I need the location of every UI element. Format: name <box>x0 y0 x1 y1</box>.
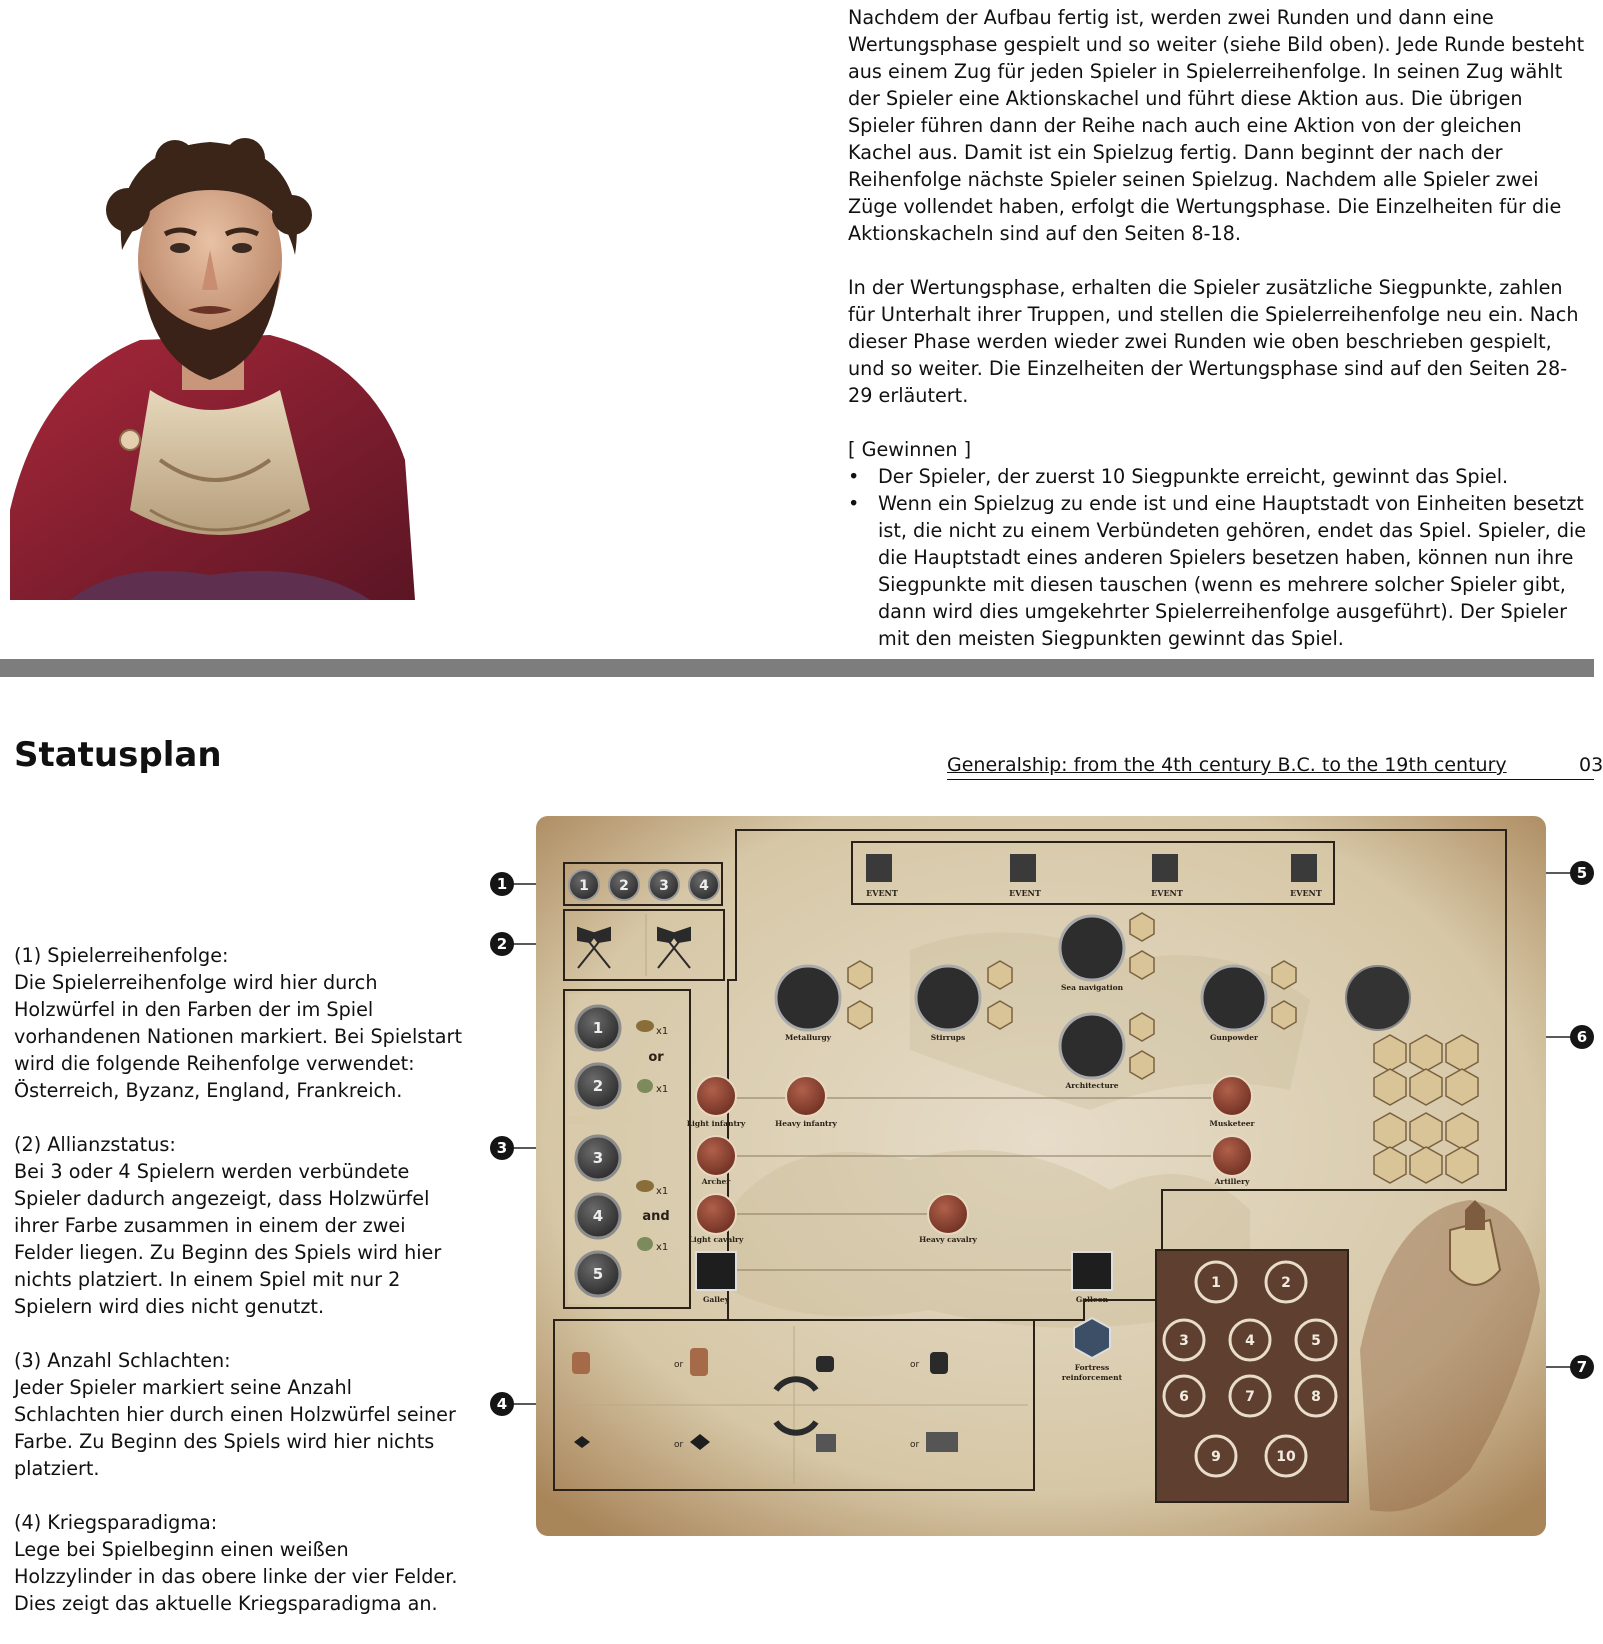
unit-token-icon <box>786 1076 826 1116</box>
unit-token-icon <box>696 1076 736 1116</box>
unit-token-icon <box>696 1136 736 1176</box>
powder-icon <box>1202 966 1266 1030</box>
event-banner-icon <box>1152 854 1178 882</box>
order-number: 3 <box>659 878 669 894</box>
paradigm-or: or <box>910 1360 920 1370</box>
running-header-title: Generalship: from the 4th century B.C. to the 19th century <box>947 754 1507 776</box>
board-explanation <box>14 942 464 1644</box>
vp-number: 8 <box>1311 1389 1321 1405</box>
unit-label: Artillery <box>1214 1177 1250 1186</box>
battle-multiplier: x1 <box>656 1026 669 1037</box>
unit-label: Heavy cavalry <box>919 1235 977 1244</box>
vp-number: 2 <box>1281 1275 1291 1291</box>
battle-and: and <box>642 1209 670 1224</box>
page-divider <box>0 659 1594 677</box>
ship-token-icon <box>1072 1252 1112 1290</box>
ship-token-icon <box>696 1252 736 1290</box>
win-heading: [ Gewinnen ] <box>848 438 972 461</box>
anvil-icon <box>776 966 840 1030</box>
paradigm-or: or <box>674 1440 684 1450</box>
win-bullet: • Der Spieler, der zuerst 10 Siegpunkte erreicht, gewinnt das Spiel. <box>878 463 1588 490</box>
tech-label: Gunpowder <box>1210 1033 1258 1042</box>
fortress-label: Fortress <box>1074 1363 1110 1372</box>
battle-number: 4 <box>592 1207 604 1225</box>
resource-icon <box>637 1079 653 1093</box>
event-label: EVENT <box>1151 888 1183 898</box>
event-banner-icon <box>1010 854 1036 882</box>
section-body: Jeder Spieler markiert seine Anzahl Schlachten hier durch einen Holzwürfel seiner Farbe. Zu Beginn des Spiels wird hier nichts platziert. <box>14 1376 456 1480</box>
unit-label: Galleon <box>1075 1295 1109 1304</box>
battle-number: 5 <box>592 1265 604 1283</box>
intro-text <box>848 4 1588 652</box>
win-list <box>848 463 1588 652</box>
vp-number: 9 <box>1211 1449 1221 1465</box>
callout-label: 4 <box>496 1395 508 1413</box>
win-bullet: • Wenn ein Spielzug zu ende ist und eine Hauptstadt von Einheiten besetzt ist, die nicht zu einem Verbündeten gehören, endet das Spiel. Spieler, die die Hauptstadt eines anderen Spielers besetzen haben, können nun ihre Siegpunkte mit diesen tauschen (wenn es mehrere solcher Spieler gibt, dann wird dies umgekehrter Spielerreihenfolge ausgeführt). Der Spieler mit den meisten Siegpunkten gewinnt das Spiel. <box>878 490 1588 652</box>
section-heading: (4) Kriegsparadigma: <box>14 1511 218 1534</box>
gold-icon <box>636 1020 654 1032</box>
unit-label: Light cavalry <box>688 1235 744 1244</box>
section-body: Bei 3 oder 4 Spielern werden verbündete Spieler dadurch angezeigt, dass Holzwürfel ihrer Farbe zusammen in einem der zwei Felder liegen. Zu Beginn des Spiels wird hier nichts platziert. In einem Spiel mit nur 2 Spielern wird dies nicht genutzt. <box>14 1160 442 1318</box>
unit-token-icon <box>1212 1136 1252 1176</box>
unit-token-icon <box>696 1194 736 1234</box>
vp-number: 5 <box>1311 1333 1321 1349</box>
event-banner-icon <box>866 854 892 882</box>
castle-icon <box>926 1432 958 1452</box>
section-heading: (2) Allianzstatus: <box>14 1133 176 1156</box>
callout-label: 1 <box>496 875 508 893</box>
fortress-icon <box>1074 1318 1110 1358</box>
battle-multiplier: x1 <box>656 1186 669 1197</box>
battle-multiplier: x1 <box>656 1084 669 1095</box>
page-number: 03 <box>1579 754 1603 776</box>
intro-paragraph: Nachdem der Aufbau fertig ist, werden zwei Runden und dann eine Wertungsphase gespielt und so weiter (siehe Bild oben). Jede Runde besteht aus einem Zug für jeden Spieler in Spielerreihenfolge. In seinen Zug wählt der Spieler eine Aktionskachel und führt diese Aktion aus. Die übrigen Spieler führen dann der Reihe nach auch eine Aktion von der gleichen Kachel aus. Damit ist ein Spielzug fertig. Dann beginnt der nach der Reihenfolge nächste Spieler seinen Spielzug. Nachdem alle Spieler zwei Züge vollendet haben, erfolgt die Wertungsphase. Die Einzelheiten für die Aktionskacheln sind auf den Seiten 8-18. <box>848 6 1585 245</box>
vp-number: 7 <box>1245 1389 1255 1405</box>
vp-number: 10 <box>1276 1449 1296 1465</box>
section <box>14 1509 464 1617</box>
unit-token-icon <box>928 1194 968 1234</box>
event-label: EVENT <box>1009 888 1041 898</box>
vp-number: 4 <box>1245 1333 1255 1349</box>
tech-label: Metallurgy <box>784 1033 832 1042</box>
page-title: Statusplan <box>14 735 222 775</box>
paradigm-or: or <box>674 1360 684 1370</box>
section-body: Die Spielerreihenfolge wird hier durch Holzwürfel in den Farben der im Spiel vorhandenen Nationen markiert. Bei Spielstart wird die folgende Reihenfolge verwendet: Österreich, Byzanz, England, Frankreich. <box>14 971 462 1102</box>
unit-label: Archer <box>701 1177 731 1186</box>
empty-tech-slot <box>1346 966 1410 1030</box>
battle-multiplier: x1 <box>656 1242 669 1253</box>
section-heading: (1) Spielerreihenfolge: <box>14 944 229 967</box>
vp-number: 6 <box>1179 1389 1189 1405</box>
callout-label: 5 <box>1576 864 1588 882</box>
callout-label: 2 <box>496 935 508 953</box>
section <box>14 1347 464 1482</box>
tech-label: Stirrups <box>930 1033 966 1042</box>
battle-number: 1 <box>592 1019 604 1037</box>
order-number: 1 <box>579 878 589 894</box>
event-banner-icon <box>1291 854 1317 882</box>
fortress-label: reinforcement <box>1061 1373 1123 1382</box>
unit-token-icon <box>1212 1076 1252 1116</box>
running-header <box>947 754 1603 780</box>
cylinder-icon <box>690 1348 708 1376</box>
portrait-image <box>10 130 420 600</box>
paradigm-or: or <box>910 1440 920 1450</box>
callout-label: 7 <box>1576 1358 1588 1376</box>
unit-label: Light infantry <box>686 1119 746 1128</box>
gold-icon <box>636 1180 654 1192</box>
cylinder-icon <box>930 1352 948 1374</box>
battle-or: or <box>648 1050 664 1065</box>
intro-paragraph: In der Wertungsphase, erhalten die Spieler zusätzliche Siegpunkte, zahlen für Unterhalt ihrer Truppen, und stellen die Spielerreihenfolge neu ein. Nach dieser Phase werden wieder zwei Runden wie oben beschrieben gespielt, und so weiter. Die Einzelheiten der Wertungsphase sind auf den Seiten 28-29 erläutert. <box>848 276 1579 407</box>
tech-label: Architecture <box>1065 1081 1119 1090</box>
battle-number: 2 <box>592 1077 604 1095</box>
ship-wheel-icon <box>1060 916 1124 980</box>
page-top <box>0 0 1594 660</box>
tech-label: Sea navigation <box>1060 983 1124 992</box>
section <box>14 942 464 1104</box>
event-label: EVENT <box>1290 888 1322 898</box>
battle-number: 3 <box>592 1149 604 1167</box>
status-board <box>490 830 1594 1570</box>
unit-label: Galley <box>702 1295 730 1304</box>
cylinder-icon <box>816 1356 834 1372</box>
vp-number: 1 <box>1211 1275 1221 1291</box>
callout-label: 3 <box>496 1139 508 1157</box>
vp-number: 3 <box>1179 1333 1189 1349</box>
unit-label: Musketeer <box>1209 1119 1255 1128</box>
resource-icon <box>637 1237 653 1251</box>
cylinder-icon <box>572 1352 590 1374</box>
callout-label: 6 <box>1576 1028 1588 1046</box>
section <box>14 1131 464 1320</box>
event-label: EVENT <box>866 888 898 898</box>
castle-icon <box>816 1434 836 1452</box>
unit-label: Heavy infantry <box>775 1119 837 1128</box>
saddle-icon <box>916 966 980 1030</box>
compass-icon <box>1060 1014 1124 1078</box>
section-heading: (3) Anzahl Schlachten: <box>14 1349 231 1372</box>
section-body: Lege bei Spielbeginn einen weißen Holzzylinder in das obere linke der vier Felder. Dies zeigt das aktuelle Kriegsparadigma an. <box>14 1538 458 1615</box>
order-number: 2 <box>619 878 629 894</box>
order-number: 4 <box>699 878 709 894</box>
